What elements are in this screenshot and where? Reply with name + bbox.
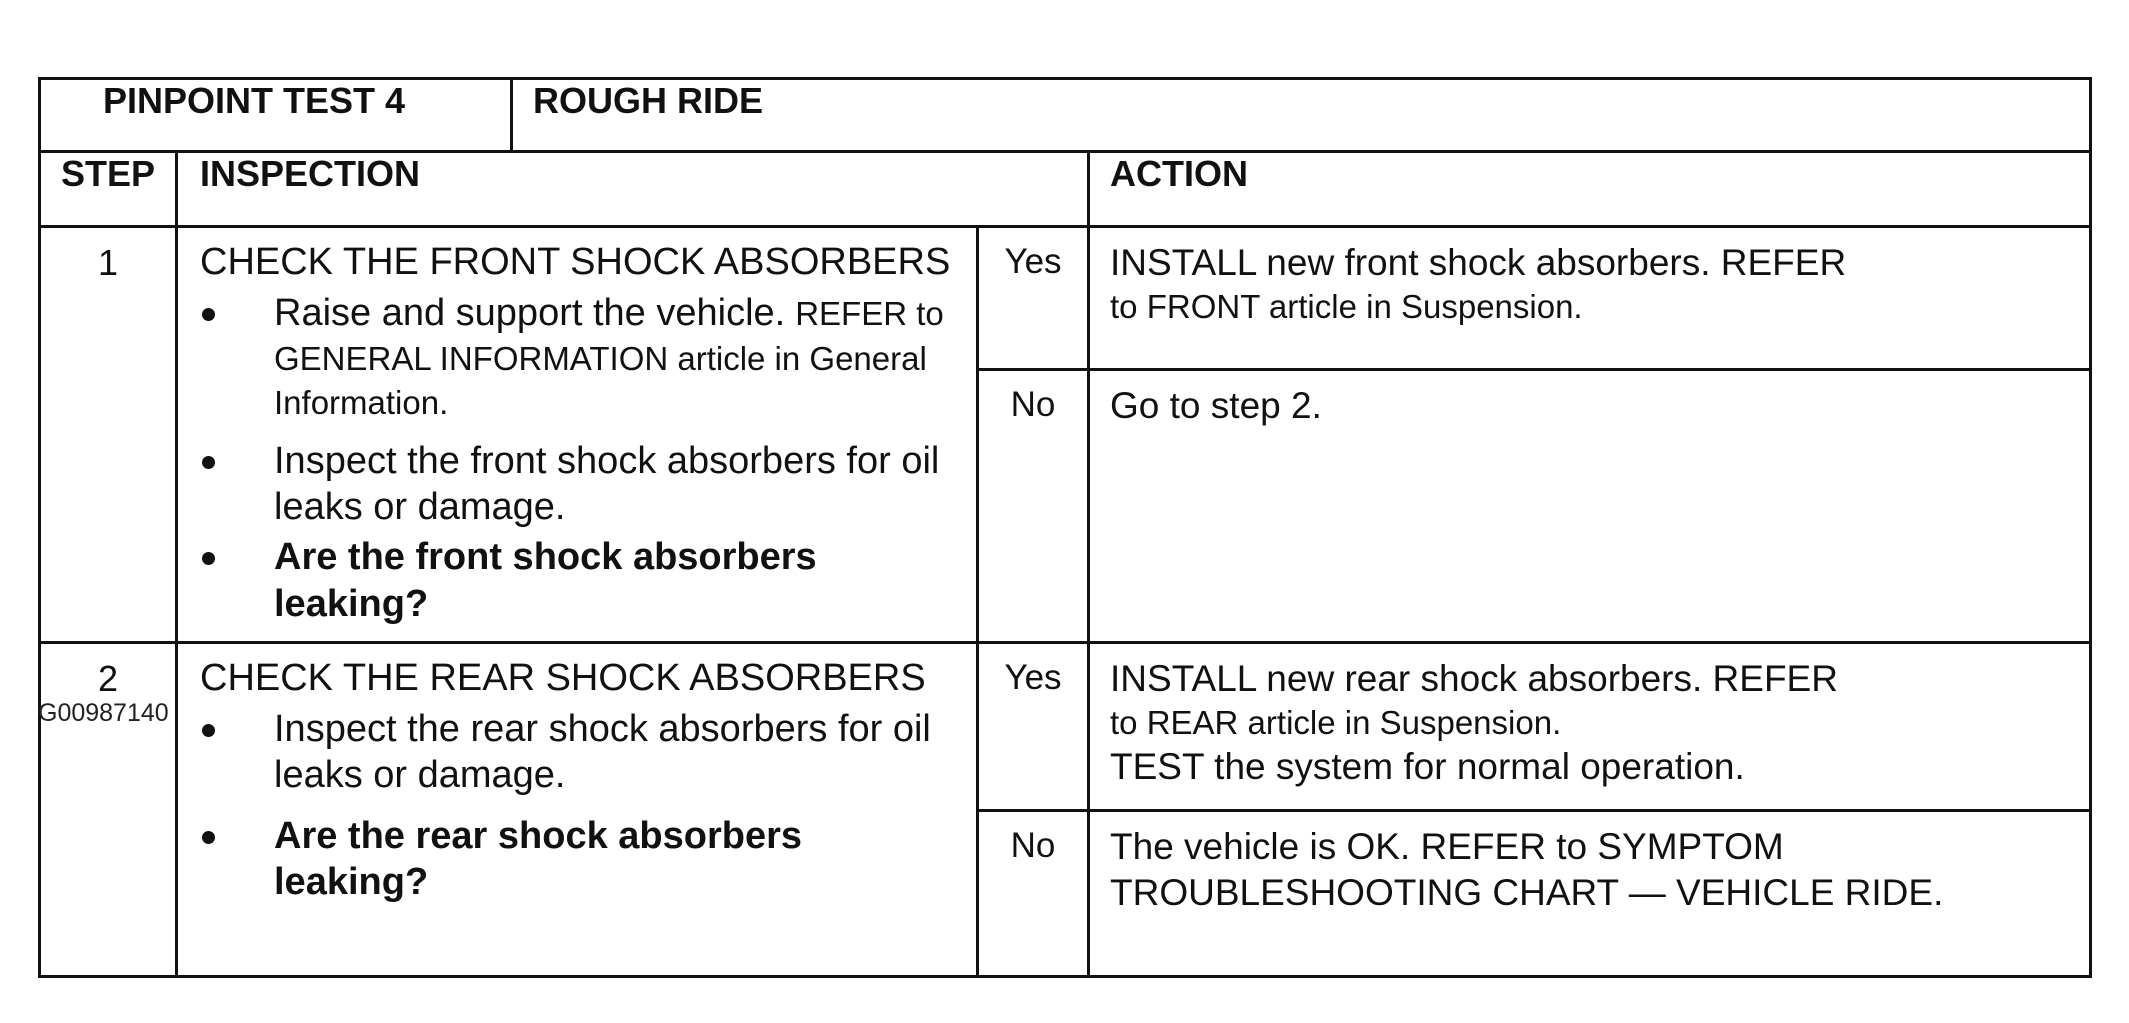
- step-1-no-action: [1089, 369, 2091, 643]
- step-1-bullet-inspect-text: Inspect the front shock absorbers for oil leaks or damage.: [274, 439, 940, 529]
- step-1-no-label: No: [978, 369, 1089, 643]
- step-2-title: CHECK THE REAR SHOCK ABSORBERS: [200, 657, 926, 700]
- step-2-yes-action-test: TEST the system for normal operation.: [1110, 745, 1745, 787]
- step-2-inspection: [177, 643, 978, 977]
- test-label: PINPOINT TEST 4: [40, 79, 512, 152]
- step-2-yes-label: Yes: [978, 643, 1089, 811]
- step-2-no-label: No: [978, 811, 1089, 977]
- step-2-yes-action-ref: to REAR article in Suspension.: [1110, 704, 1562, 742]
- step-2-yes-action: [1089, 643, 2091, 811]
- step-1-question: Are the front shock absorbers leaking?: [274, 536, 817, 625]
- step-2-no-action: [1089, 811, 2091, 977]
- step-1-bullet-question: [200, 534, 956, 627]
- step-1-number: 1: [40, 227, 177, 643]
- step-1-bullets: [200, 290, 956, 628]
- title-row: [40, 79, 2091, 152]
- step-2-number: 2: [40, 643, 177, 977]
- step-1-inspection: [177, 227, 978, 643]
- step-1-bullet-raise-ref: REFER to GENERAL INFORMATION article in General Information.: [274, 294, 944, 421]
- step-2-bullets: [200, 706, 956, 905]
- step-1-yes-action-ref: to FRONT article in Suspension.: [1110, 288, 1583, 326]
- step-2-no-action-text: The vehicle is OK. REFER to SYMPTOM TROUBLESHOOTING CHART — VEHICLE RIDE.: [1110, 826, 1944, 914]
- step-2-yes-action-main: INSTALL new rear shock absorbers. REFER: [1110, 658, 1838, 700]
- step-1-yes-action: [1089, 227, 2091, 370]
- header-step: STEP: [40, 152, 177, 227]
- header-row: [40, 152, 2091, 227]
- step-1-bullet-inspect: [200, 438, 956, 531]
- pinpoint-test-document: [38, 77, 2089, 978]
- step-1-yes-row: [40, 227, 2091, 370]
- step-1-no-action-text: Go to step 2.: [1110, 384, 1322, 426]
- header-inspection: INSPECTION: [177, 152, 1089, 227]
- pinpoint-test-table: [38, 77, 2092, 978]
- step-1-yes-action-main: INSTALL new front shock absorbers. REFER: [1110, 242, 1847, 283]
- step-1-bullet-raise: [200, 290, 956, 424]
- step-1-bullet-raise-text: Raise and support the vehicle.: [274, 291, 786, 334]
- step-1-yes-label: Yes: [978, 227, 1089, 370]
- figure-id: G00987140: [38, 699, 169, 727]
- step-2-bullet-inspect: [200, 706, 956, 799]
- step-2-question: Are the rear shock absorbers leaking?: [274, 814, 803, 903]
- step-2-bullet-question: [200, 813, 956, 906]
- step-1-title: CHECK THE FRONT SHOCK ABSORBERS: [200, 241, 951, 283]
- header-action: ACTION: [1089, 152, 2091, 227]
- step-2-bullet-inspect-text: Inspect the rear shock absorbers for oil leaks or damage.: [274, 707, 931, 797]
- test-name: ROUGH RIDE: [512, 79, 2091, 152]
- step-2-yes-row: [40, 643, 2091, 811]
